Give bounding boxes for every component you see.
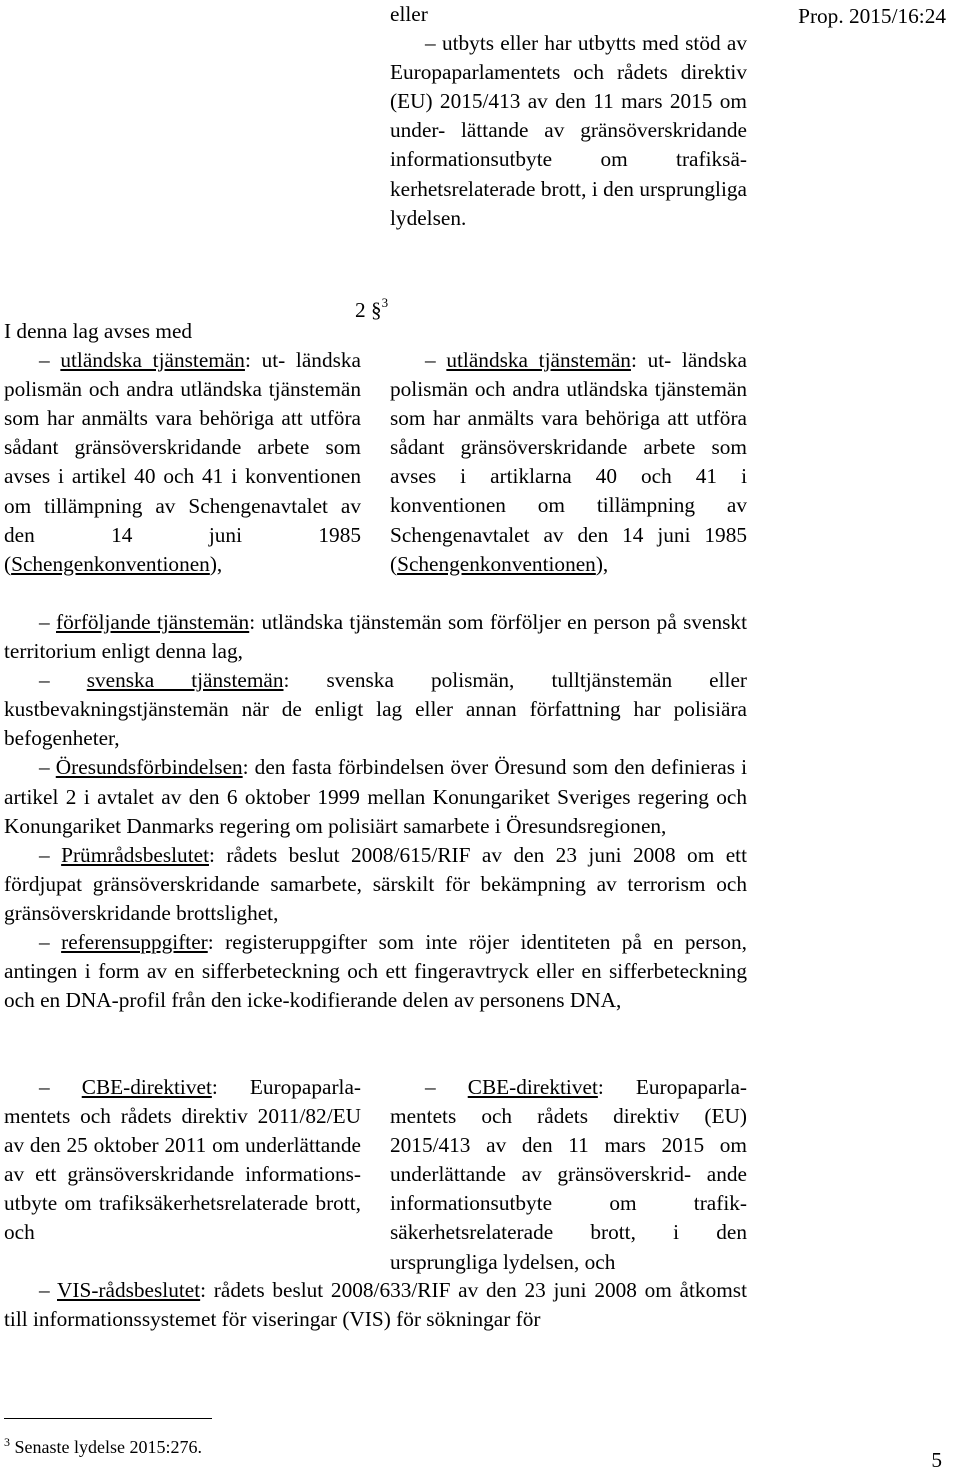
eller-lead: eller [390,2,428,26]
term: utländska tjänstemän [60,348,245,373]
full-width-definitions-b [4,1276,747,1334]
definition-forfoljande: – förföljande tjänstemän: utländska tjänstemän som förföljer en person på svenskt territorium enligt denna lag, [4,610,747,664]
definition-cbe-right: – CBE-direktivet: Europaparla- mentets och rådets direktiv (EU) 2015/413 av den 11 mars 2015 om underlättande av gränsöverskrid- ande informationsutbyte om trafik- säkerhetsrelaterade brott, i den ursprungliga lydelsen, och [390,1075,747,1274]
footnote-rule [4,1418,212,1419]
section-number: 2 §$^3$ [355,295,389,322]
dash: – [425,31,436,56]
top-right-column [390,0,747,233]
definition-utlandska-left: – utländska tjänstemän: ut- ländska polismän och andra utländska tjänstemän som har anmälts vara behöriga att utföra sådant gränsöverskridande arbete som avses i artikel 40 och 41 i konventionen om tillämpning av Schengenavtalet av den 14 juni 1985 (Schengenkonventionen), [4,348,361,576]
intro-text: I denna lag avses med [4,319,193,343]
top-right-paragraph: – utbyts eller har utbytts med stöd av Europaparlamentets och rådets direktiv (EU) 2015/413 av den 11 mars 2015 om under- lättande av gränsöverskridande informationsutbyte om trafiksä- kerhetsrelaterade brott, i den ursprungliga lydelsen. [390,31,748,230]
footnote-ref: 3 [381,295,389,310]
definition-referens: – referensuppgifter: registeruppgifter som inte röjer identiteten på en person, antingen i form av en sifferbeteckning och ett fingeravtryck eller en sifferbeteckning och en DNA-profil från den icke-kodifierande delen av personens DNA, [4,930,748,1013]
prop-reference: Prop. 2015/16:24 [798,4,946,28]
definition-oresund: – Öresundsförbindelsen: den fasta förbindelsen över Öresund som den definieras i artikel 2 i avtalet av den 6 oktober 1999 mellan Konungariket Sveriges regering och Konungariket Danmarks regering om polisiärt samarbete i Öresundsregionen, [4,755,748,838]
page-number: 5 [931,1448,942,1472]
left-column-def1 [4,317,361,579]
definition-cbe-left: – CBE-direktivet: Europaparla- mentets och rådets direktiv 2011/82/EU av den 25 oktober 2011 om underlättande av ett gränsöverskridande informations- utbyte om trafiksäkerhetsrelaterade brott, och [4,1075,361,1245]
full-width-definitions-a [4,608,747,1015]
right-column-def1 [390,346,747,579]
right-column-def7 [390,1073,747,1277]
definition-prum: – Prümrådsbeslutet: rådets beslut 2008/615/RIF av den 23 juni 2008 om ett fördjupat gränsöverskridande samarbete, särskilt för bekämpning av terrorism och gränsöverskridande brottslighet, [4,842,747,925]
footnote: $^3$ Senaste lydelse 2015:276. [4,1435,202,1457]
definition-svenska: – svenska tjänstemän: svenska polismän, tulltjänstemän eller kustbevakningstjänstemän när de enligt lag eller annan författning har polisiära befogenheter, [4,668,748,751]
definition-utlandska-right: – utländska tjänstemän: ut- ländska polismän och andra utländska tjänstemän som har anmälts vara behöriga att utföra sådant gränsöverskridande arbete som avses i artiklarna 40 och 41 i konventionen om tillämpning av Schengenavtalet av den 14 juni 1985 (Schengenkonventionen), [390,348,747,576]
definition-vis: – VIS-rådsbeslutet: rådets beslut 2008/633/RIF av den 23 juni 2008 om åtkomst till informationssystemet för viseringar (VIS) för sökningar för [4,1278,747,1332]
term: utländska tjänstemän [446,348,631,372]
left-column-def7 [4,1073,361,1248]
